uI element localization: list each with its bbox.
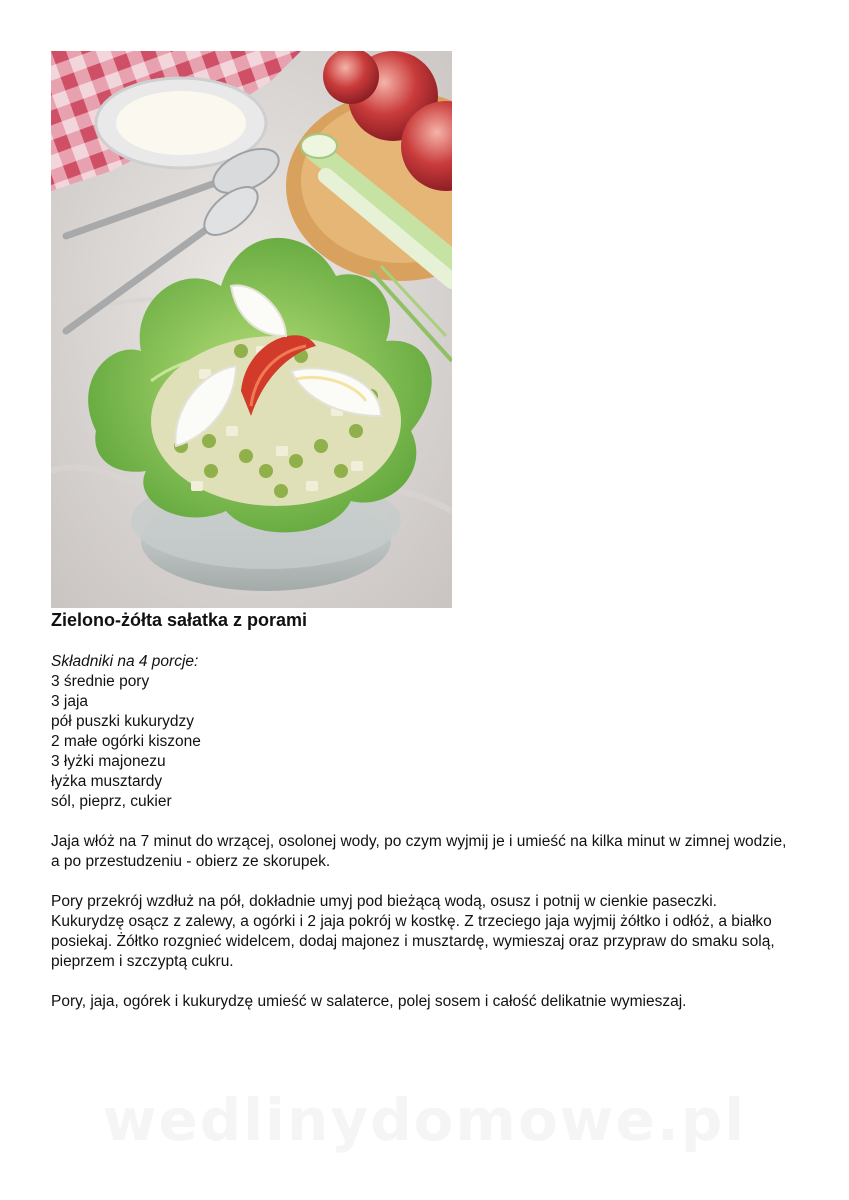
ingredient-item: 3 jaja [51, 693, 89, 710]
recipe-body [51, 652, 791, 1012]
recipe-title: Zielono-żółta sałatka z porami [51, 610, 308, 630]
instruction-paragraph-2: Pory przekrój wzdłuż na pół, dokładnie umyj pod bieżącą wodą, osusz i potnij w cienkie paseczki. Kukurydzę osącz z zalewy, a ogórki i 2 jaja pokrój w kostkę. Z trzeciego jaja wyjmij żółtko i odłóż, a białko posiekaj. Żółtko rozgnieć widelcem, dodaj majonez i musztardę, wymieszaj oraz przypraw do smaku solą, pieprzem i szczyptą cukru. [51, 893, 775, 970]
ingredients-list [51, 672, 791, 812]
ingredient-item: pół puszki kukurydzy [51, 713, 195, 730]
ingredient-item: łyżka musztardy [51, 773, 163, 790]
ingredients-heading: Składniki na 4 porcje: [51, 653, 199, 670]
instruction-paragraph-1: Jaja włóż na 7 minut do wrzącej, osolonej wody, po czym wyjmij je i umieść na kilka minut w zimnej wodzie, a po przestudzeniu - obierz ze skorupek. [51, 833, 787, 870]
salad-photo [51, 51, 452, 608]
ingredient-item: 3 łyżki majonezu [51, 753, 166, 770]
ingredient-item: sól, pieprz, cukier [51, 793, 172, 810]
instruction-paragraph-3: Pory, jaja, ogórek i kukurydzę umieść w salaterce, polej sosem i całość delikatnie wymieszaj. [51, 993, 687, 1010]
site-watermark: wedlinydomowe.pl [102, 1086, 747, 1154]
ingredient-item: 3 średnie pory [51, 673, 150, 690]
ingredient-item: 2 małe ogórki kiszone [51, 733, 201, 750]
